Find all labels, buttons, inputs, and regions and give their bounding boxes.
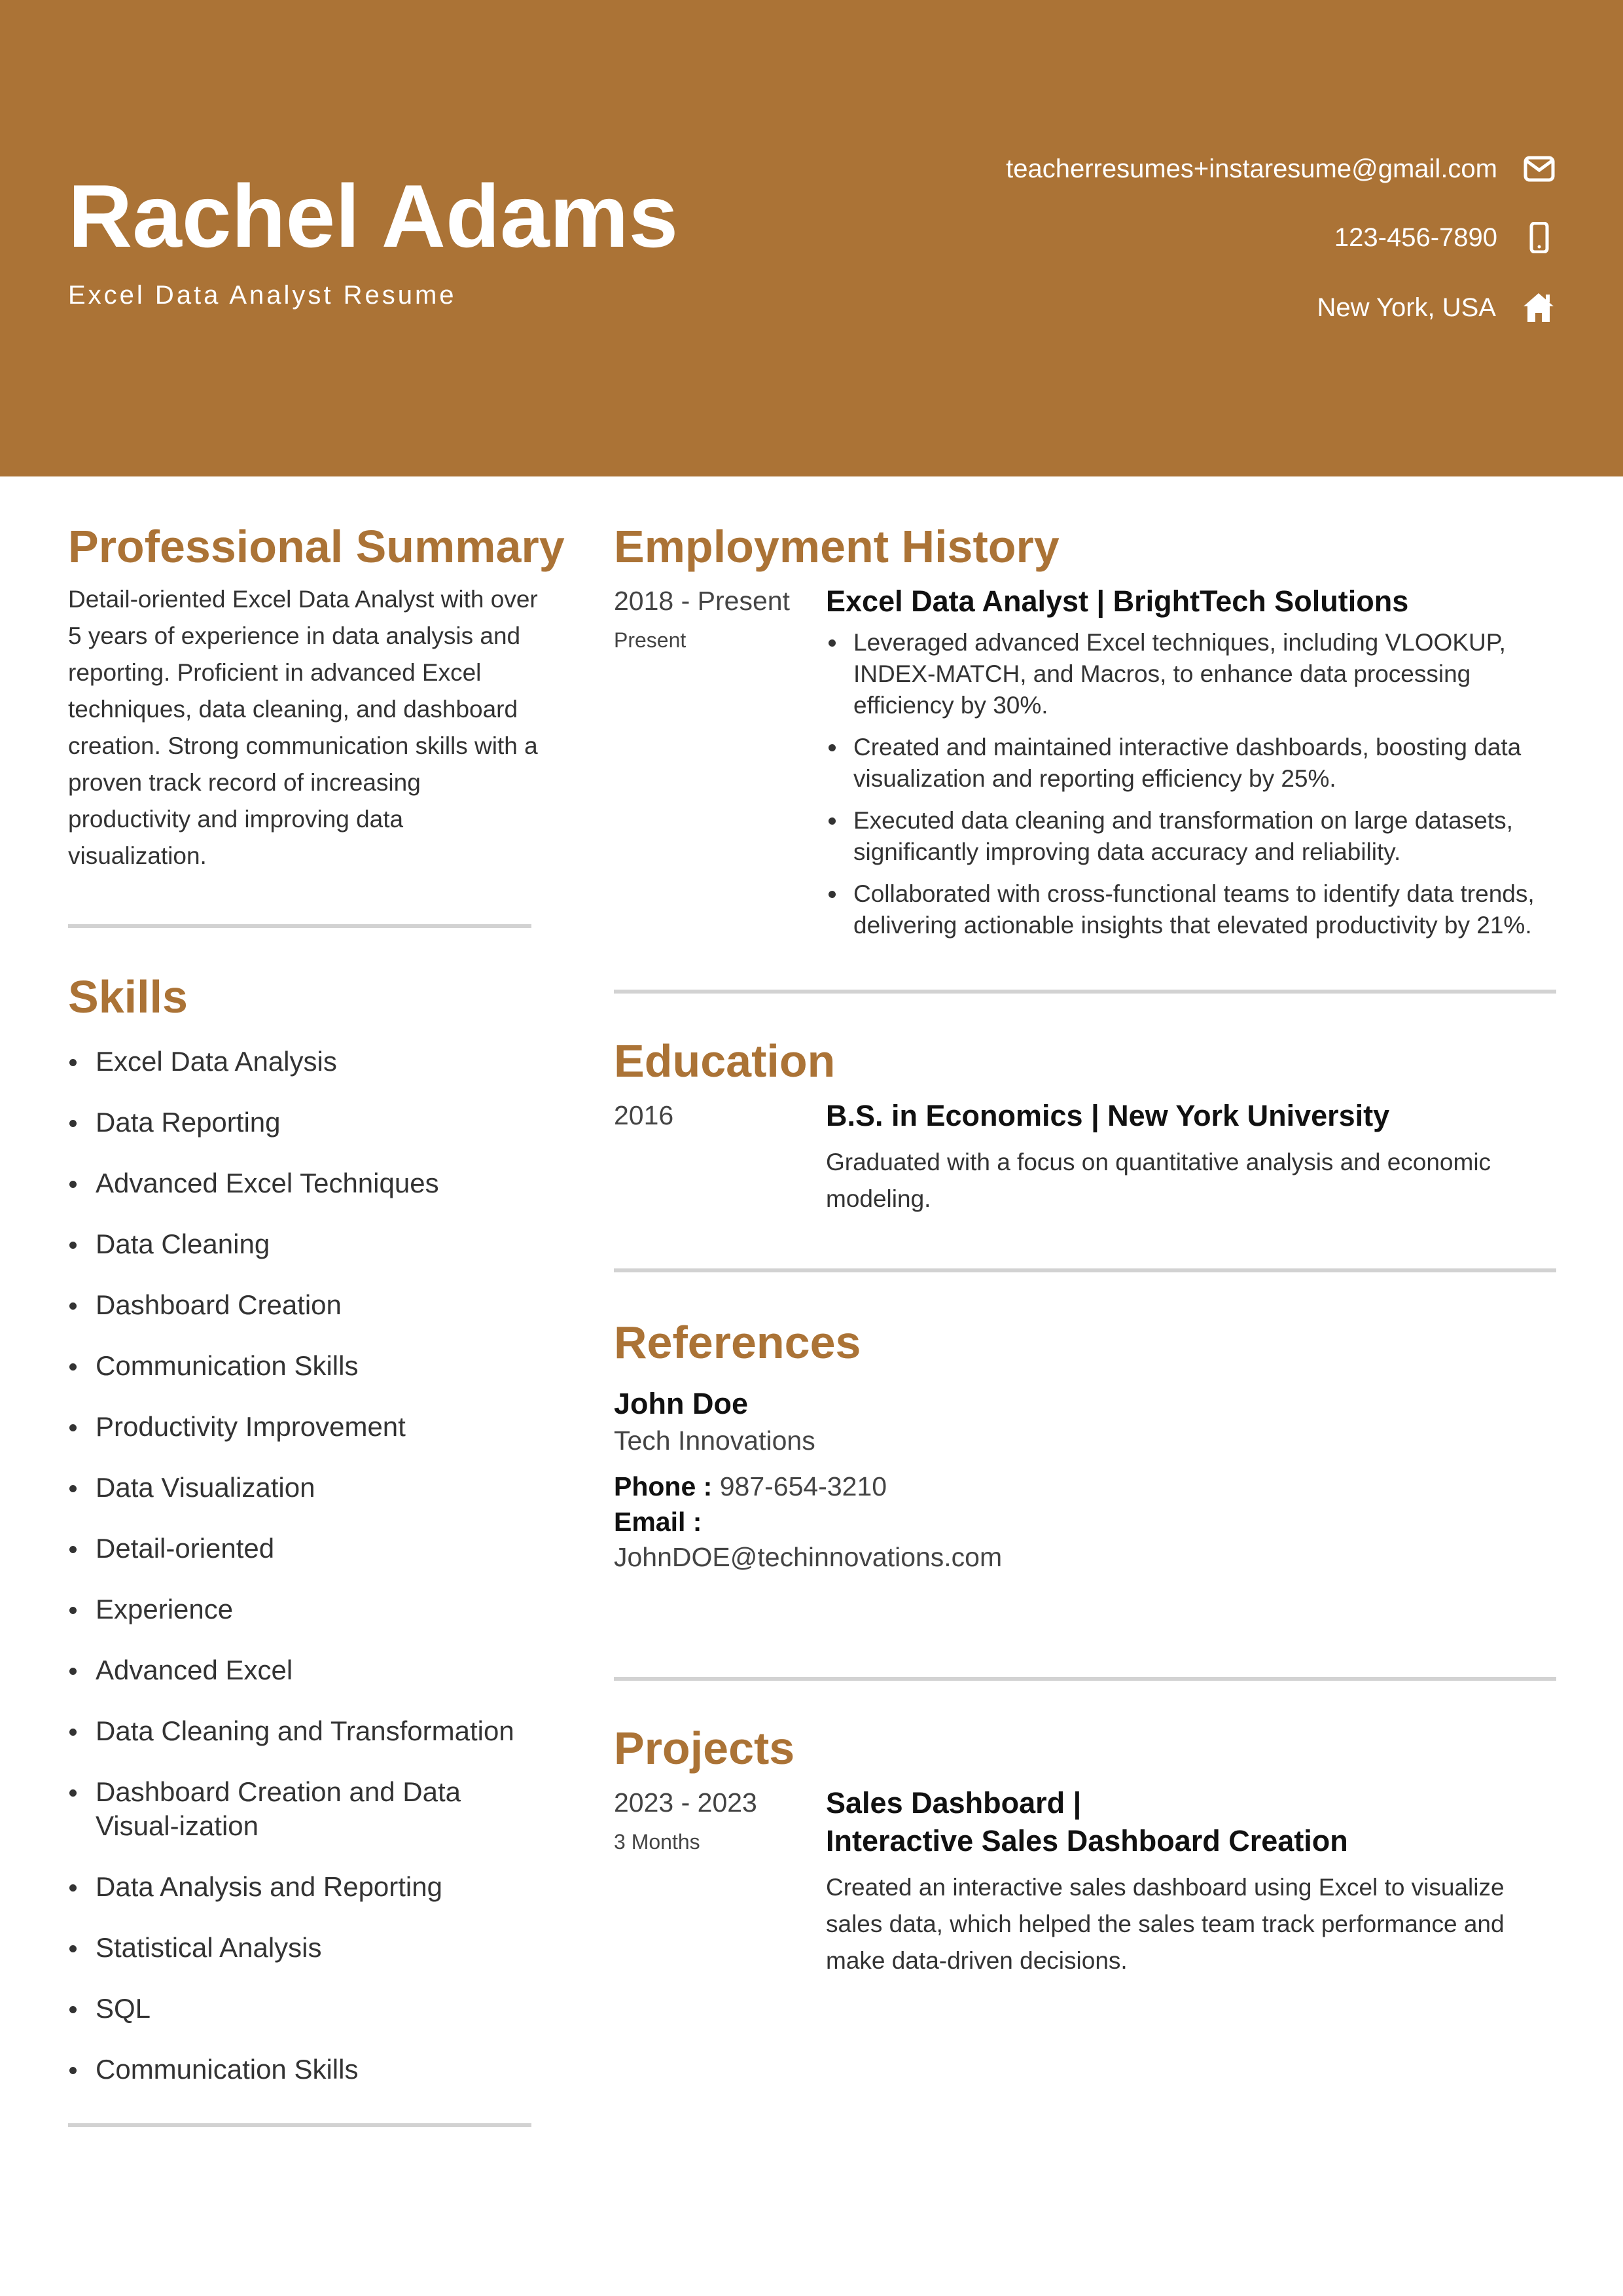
- skill-item: Dashboard Creation: [68, 1288, 546, 1322]
- job-role: Excel Data Analyst | BrightTech Solutions: [826, 584, 1409, 618]
- employment-section: [614, 517, 1556, 952]
- envelope-icon: [1524, 156, 1555, 182]
- section-divider: [68, 2123, 531, 2127]
- contact-location: [1317, 288, 1555, 327]
- reference-company: Tech Innovations: [614, 1426, 815, 1456]
- skills-section: [68, 967, 546, 2087]
- skill-item: Communication Skills: [68, 2053, 546, 2087]
- skill-item: Dashboard Creation and Data Visual-ization: [68, 1775, 546, 1843]
- skill-item: Data Visualization: [68, 1471, 546, 1505]
- reference-email-label: Email :: [614, 1507, 702, 1537]
- left-column: [68, 517, 565, 2127]
- home-icon: [1522, 292, 1555, 323]
- skill-item: Data Cleaning and Transformation: [68, 1714, 546, 1748]
- education-section: [614, 1031, 1556, 1217]
- job-entry: [614, 583, 1556, 952]
- skill-item: Detail-oriented: [68, 1532, 546, 1566]
- job-duration: Present: [614, 628, 687, 652]
- employment-title: Employment History: [614, 521, 1060, 572]
- right-column: [614, 517, 1556, 1979]
- section-divider: [68, 924, 531, 928]
- reference-phone[interactable]: 987-654-3210: [719, 1471, 887, 1501]
- reference-email[interactable]: JohnDOE@techinnovations.com: [614, 1542, 1003, 1572]
- skill-item: Advanced Excel: [68, 1653, 546, 1687]
- skill-item: SQL: [68, 1992, 546, 2026]
- skill-item: Data Reporting: [68, 1105, 546, 1139]
- reference-entry: [614, 1385, 1556, 1575]
- skill-item: Statistical Analysis: [68, 1931, 546, 1965]
- skill-item: Communication Skills: [68, 1349, 546, 1383]
- reference-phone-label: Phone :: [614, 1471, 713, 1501]
- projects-section: [614, 1719, 1556, 1979]
- skill-item: Data Analysis and Reporting: [68, 1870, 546, 1904]
- job-bullets: [826, 627, 1556, 941]
- skills-title: Skills: [68, 971, 188, 1022]
- contact-phone: [1334, 218, 1555, 257]
- skill-item: Advanced Excel Techniques: [68, 1166, 546, 1200]
- job-bullet: Collaborated with cross-functional teams to identify data trends, delivering actionable insights that elevated productivity by 21%.: [826, 878, 1556, 941]
- project-duration: 3 Months: [614, 1830, 700, 1854]
- project-title-line2: Interactive Sales Dashboard Creation: [826, 1824, 1348, 1857]
- project-description: Created an interactive sales dashboard using Excel to visualize sales data, which helped the sales team track performance and make data-driven decisions.: [826, 1874, 1505, 1974]
- education-description: Graduated with a focus on quantitative analysis and economic modeling.: [826, 1149, 1491, 1212]
- summary-title: Professional Summary: [68, 521, 565, 572]
- project-entry: [614, 1784, 1556, 1979]
- section-divider: [614, 1268, 1556, 1272]
- job-dates: 2018 - Present: [614, 586, 790, 616]
- phone-text[interactable]: 123-456-7890: [1334, 223, 1497, 252]
- job-bullet: Created and maintained interactive dashboards, boosting data visualization and reporting efficiency by 25%.: [826, 732, 1556, 795]
- projects-title: Projects: [614, 1723, 795, 1774]
- education-year: 2016: [614, 1100, 674, 1130]
- skill-item: Excel Data Analysis: [68, 1045, 546, 1079]
- project-title-line1: Sales Dashboard |: [826, 1786, 1082, 1820]
- summary-text: Detail-oriented Excel Data Analyst with over 5 years of experience in data analysis and reporting. Proficient in advanced Excel techniques, data cleaning, and dashboard creation. Strong communication skills with a proven track record of increasing productivity and improving data visualization.: [68, 586, 538, 869]
- reference-email-line: [614, 1504, 1556, 1539]
- skill-item: Experience: [68, 1592, 546, 1626]
- skill-item: Productivity Improvement: [68, 1410, 546, 1444]
- reference-name: John Doe: [614, 1387, 749, 1420]
- education-entry: [614, 1097, 1556, 1217]
- skill-item: Data Cleaning: [68, 1227, 546, 1261]
- resume-subtitle: Excel Data Analyst Resume: [68, 281, 457, 310]
- email-text[interactable]: teacherresumes+instaresume@gmail.com: [1006, 154, 1497, 183]
- header-banner: [0, 0, 1623, 476]
- contact-email: [1006, 149, 1555, 188]
- project-dates: 2023 - 2023: [614, 1787, 757, 1818]
- education-degree: B.S. in Economics | New York University: [826, 1099, 1390, 1132]
- section-divider: [614, 1677, 1556, 1681]
- job-bullet: Executed data cleaning and transformation on large datasets, significantly improving data accuracy and reliability.: [826, 805, 1556, 868]
- summary-section: [68, 517, 565, 874]
- location-text: New York, USA: [1317, 293, 1496, 322]
- mobile-phone-icon: [1524, 222, 1555, 253]
- job-bullet: Leveraged advanced Excel techniques, including VLOOKUP, INDEX-MATCH, and Macros, to enhance data processing efficiency by 30%.: [826, 627, 1556, 721]
- references-title: References: [614, 1317, 861, 1368]
- reference-phone-line: [614, 1469, 1556, 1504]
- section-divider: [614, 990, 1556, 994]
- skills-list: [68, 1045, 546, 2087]
- candidate-name: Rachel Adams: [68, 166, 679, 266]
- references-section: [614, 1313, 1556, 1575]
- education-title: Education: [614, 1035, 836, 1086]
